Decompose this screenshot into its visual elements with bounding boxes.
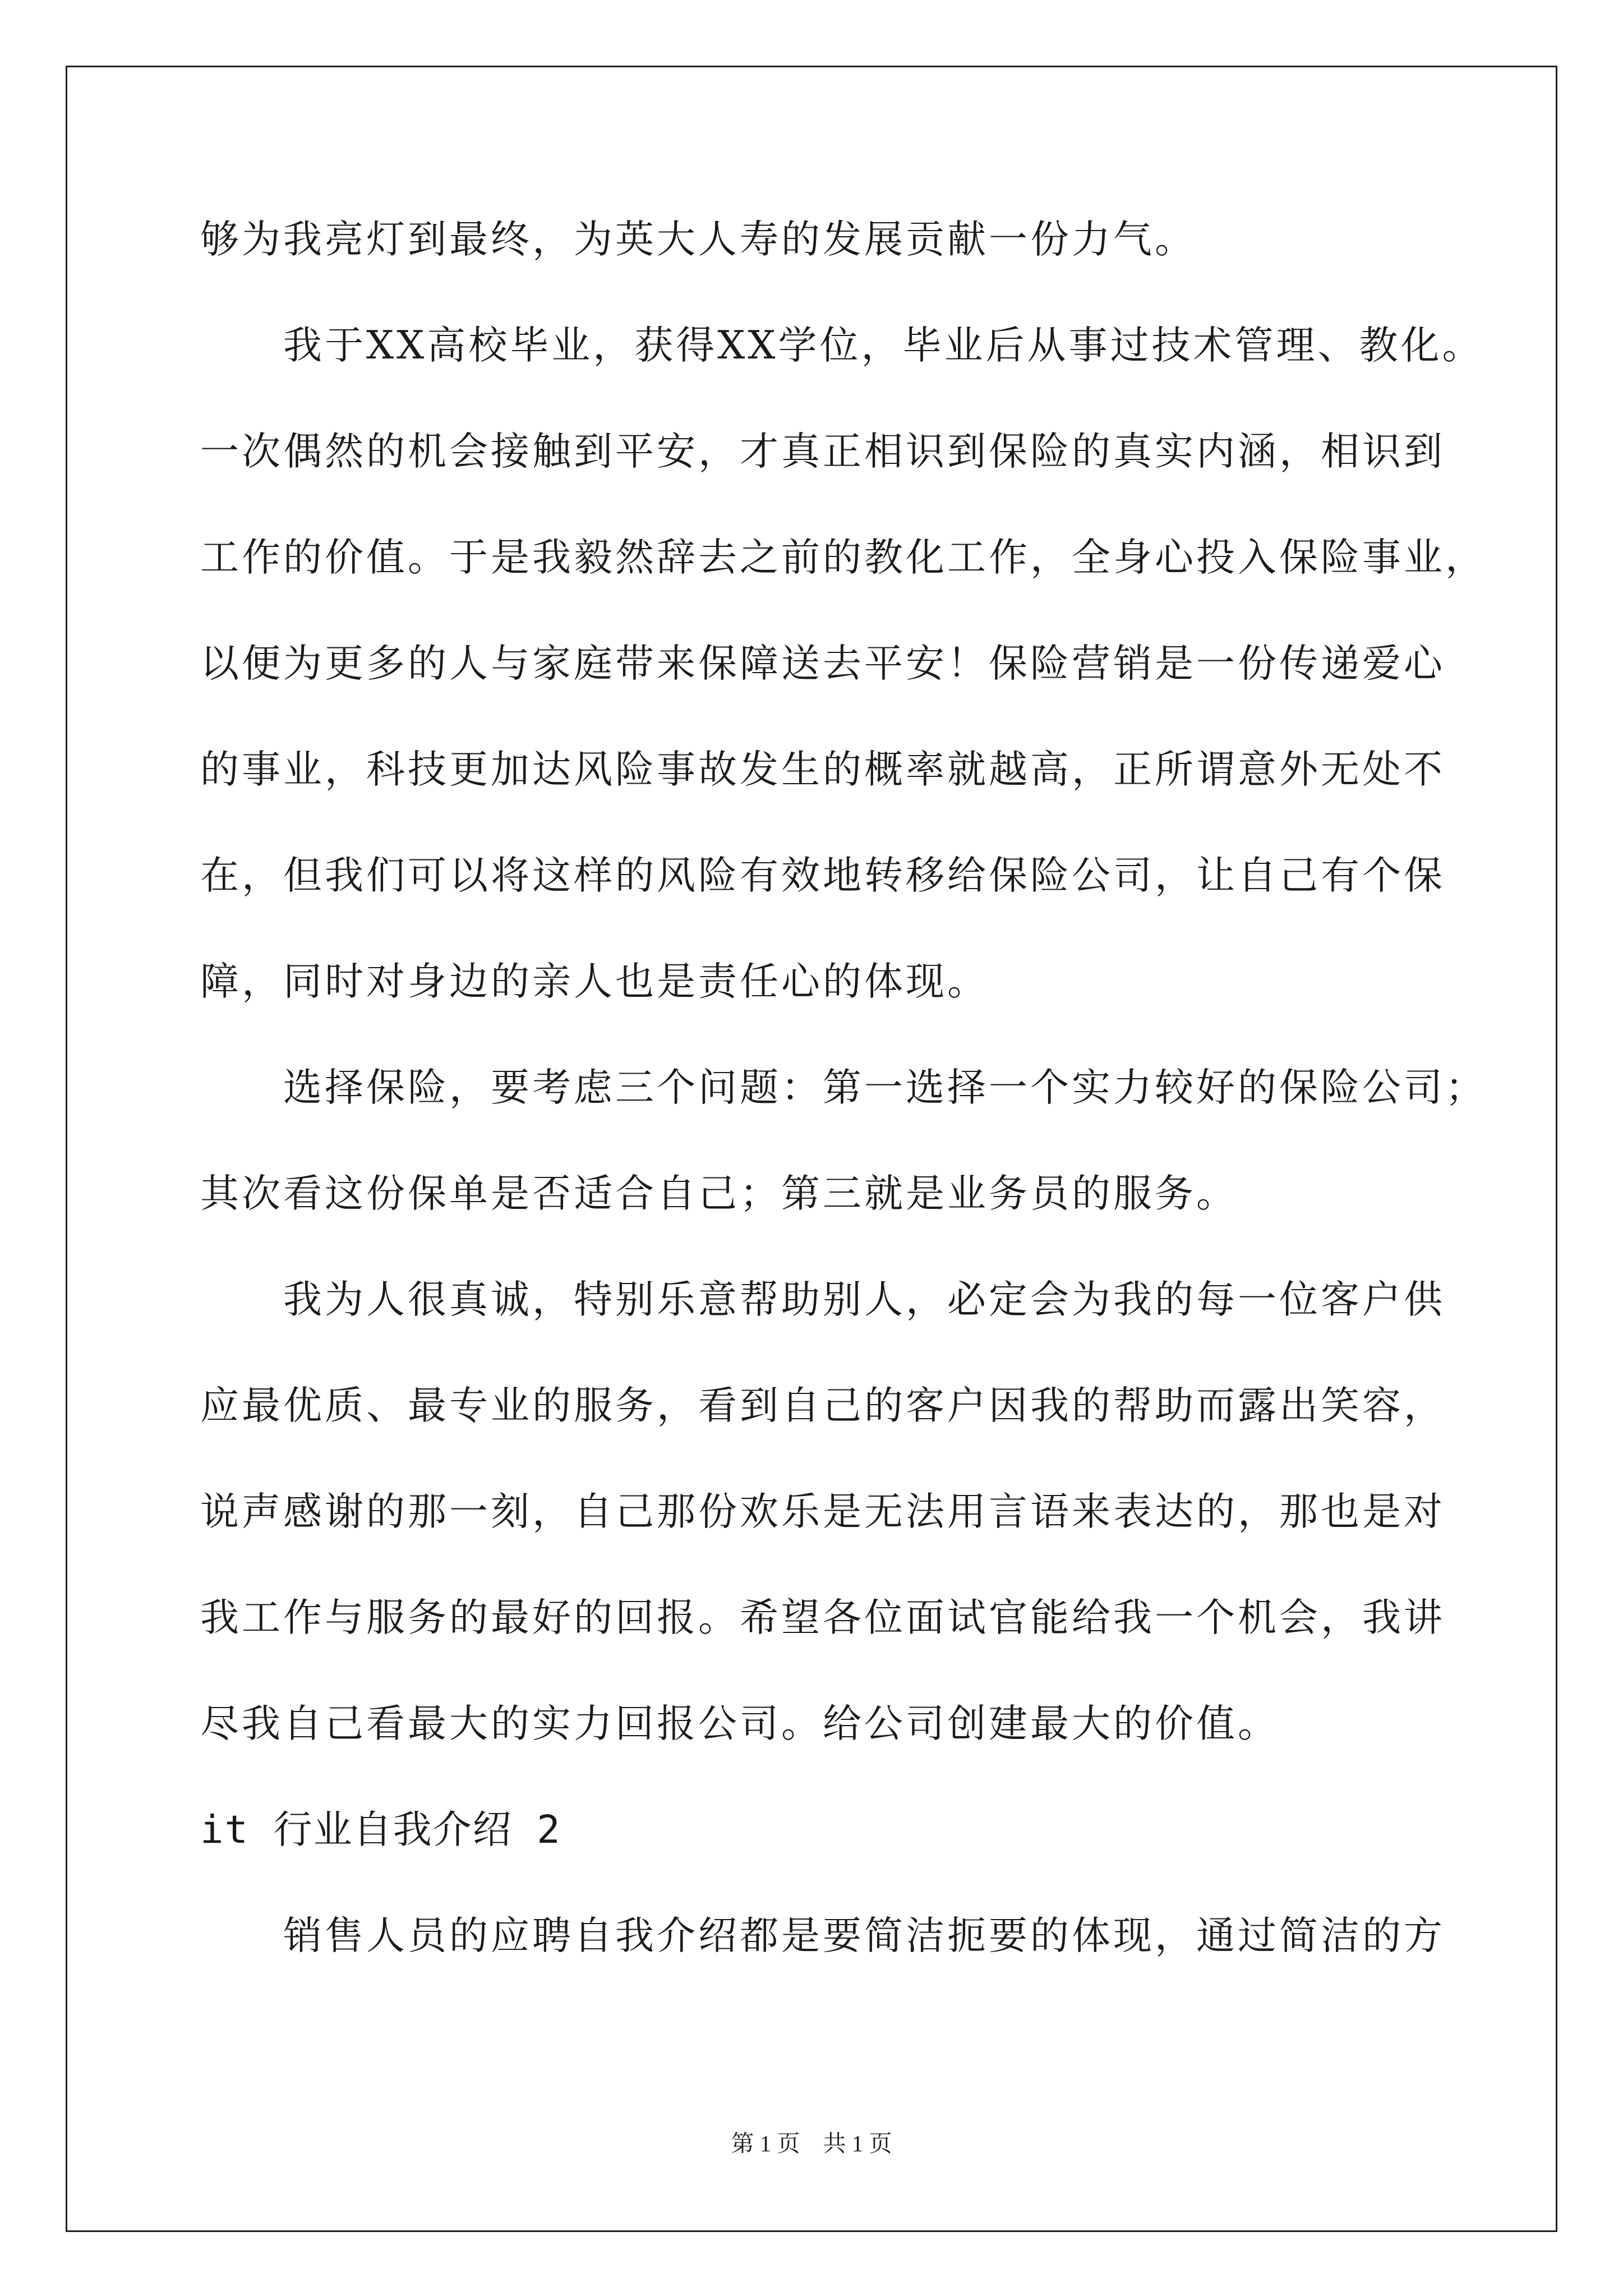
text-line: 以便为更多的人与家庭带来保障送去平安！保险营销是一份传递爱心 — [200, 641, 1445, 686]
text-line: 其次看这份保单是否适合自己；第三就是业务员的服务。 — [200, 1171, 1238, 1216]
text-line: 说声感谢的那一刻，自己那份欢乐是无法用言语来表达的，那也是对 — [200, 1489, 1445, 1534]
text-line: 销售人员的应聘自我介绍都是要简洁扼要的体现，通过简洁的方 — [283, 1913, 1445, 1958]
text-line: 我于XX高校毕业，获得XX学位，毕业后从事过技术管理、教化。 — [283, 323, 1484, 368]
text-line: 一次偶然的机会接触到平安，才真正相识到保险的真实内涵，相识到 — [200, 429, 1445, 474]
text-line: 够为我亮灯到最终，为英大人寿的发展贡献一份力气。 — [200, 217, 1196, 262]
text-line: 我工作与服务的最好的回报。希望各位面试官能给我一个机会，我讲 — [200, 1595, 1445, 1640]
text-line: 的事业，科技更加达风险事故发生的概率就越高，正所谓意外无处不 — [200, 747, 1445, 792]
text-line: 我为人很真诚，特别乐意帮助别人，必定会为我的每一位客户供 — [283, 1277, 1445, 1322]
text-line: 尽我自己看最大的实力回报公司。给公司创建最大的价值。 — [200, 1701, 1279, 1746]
text-line: 工作的价值。于是我毅然辞去之前的教化工作，全身心投入保险事业， — [200, 535, 1487, 580]
text-line: 在，但我们可以将这样的风险有效地转移给保险公司，让自己有个保 — [200, 853, 1445, 898]
text-line: 应最优质、最专业的服务，看到自己的客户因我的帮助而露出笑容， — [200, 1383, 1445, 1428]
page-number-footer: 第 1 页 共 1 页 — [731, 2131, 892, 2156]
text-line: 障，同时对身边的亲人也是责任心的体现。 — [200, 959, 989, 1004]
page-border — [66, 66, 1557, 2232]
section-heading: it 行业自我介绍 2 — [200, 1807, 561, 1852]
text-line: 选择保险，要考虑三个问题：第一选择一个实力较好的保险公司； — [283, 1065, 1487, 1110]
